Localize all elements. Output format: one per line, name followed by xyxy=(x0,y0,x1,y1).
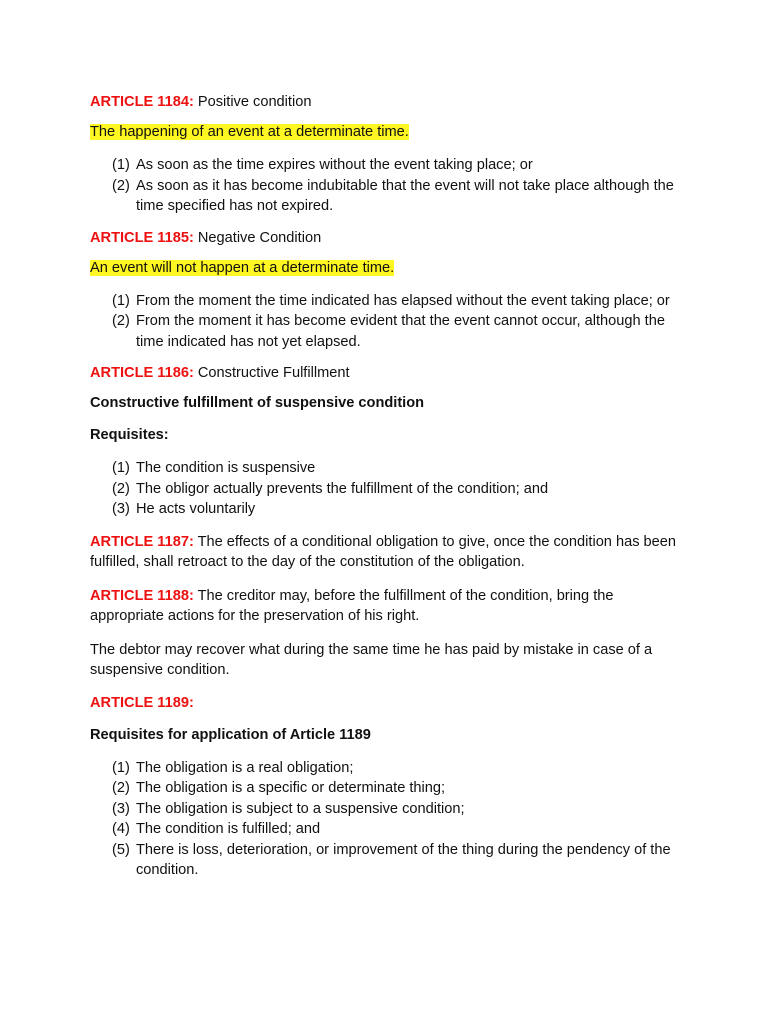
article-1188-text: The creditor may, before the fulfillment of the condition, bring the appropriate actions for the preservation of his right. xyxy=(90,587,614,624)
article-1186-subheading: Constructive fulfillment of suspensive condition xyxy=(90,395,425,411)
list-item-text: The obligor actually prevents the fulfillment of the condition; and xyxy=(136,480,549,497)
list-item-text: He acts voluntarily xyxy=(136,501,256,517)
list-item-text: From the moment the time indicated has elapsed without the event taking place; or xyxy=(136,292,670,309)
list-item xyxy=(112,479,678,500)
article-1189-subheading: Requisites for application of Article 1189 xyxy=(90,726,371,743)
list-item-number: (2) xyxy=(112,780,130,796)
article-1186-label: ARTICLE 1186: xyxy=(90,365,194,381)
article-1186-list xyxy=(112,458,678,520)
article-1189-heading xyxy=(90,694,678,712)
list-item-number: (4) xyxy=(112,821,130,837)
list-item xyxy=(112,458,678,479)
list-item-text: As soon as it has become indubitable that the event will not take place although the time specified has not expired. xyxy=(136,177,674,214)
article-1184-list xyxy=(112,155,678,217)
list-item xyxy=(112,176,678,217)
article-1186-title: Constructive Fulfillment xyxy=(197,365,350,381)
article-1187-text: The effects of a conditional obligation to give, once the condition has been fulfilled, shall retroact to the day of the constitution of the obligation. xyxy=(90,533,677,570)
article-1185-label: ARTICLE 1185: xyxy=(90,229,194,246)
list-item xyxy=(112,291,678,312)
list-item-number: (1) xyxy=(112,460,130,476)
list-item-number: (2) xyxy=(112,480,130,497)
article-1185-list xyxy=(112,291,678,353)
article-1184-label: ARTICLE 1184: xyxy=(90,94,194,110)
list-item-text: The obligation is subject to a suspensive condition; xyxy=(136,800,465,817)
list-item-text: The obligation is a real obligation; xyxy=(136,759,354,776)
list-item xyxy=(112,799,678,820)
article-1184-highlight-text: The happening of an event at a determinate time. xyxy=(90,124,409,140)
list-item-number: (5) xyxy=(112,841,130,858)
list-item xyxy=(112,758,678,779)
article-1186-heading xyxy=(90,364,678,382)
list-item-text: From the moment it has become evident that the event cannot occur, although the time indicated has not yet elapsed. xyxy=(136,313,665,350)
article-1184-highlight xyxy=(90,123,678,141)
list-item xyxy=(112,819,678,840)
article-1187-paragraph xyxy=(90,532,678,573)
list-item-number: (3) xyxy=(112,800,130,817)
article-1185-title: Negative Condition xyxy=(197,229,322,246)
list-item-text: The obligation is a specific or determinate thing; xyxy=(136,780,446,796)
article-1185-highlight xyxy=(90,259,678,277)
list-item-text: As soon as the time expires without the event taking place; or xyxy=(136,157,533,173)
list-item-text: There is loss, deterioration, or improvement of the thing during the pendency of the condition. xyxy=(136,841,671,878)
article-1185-highlight-text: An event will not happen at a determinate time. xyxy=(90,259,395,276)
list-item-number: (1) xyxy=(112,157,130,173)
list-item-text: The condition is suspensive xyxy=(136,460,316,476)
article-1187-label: ARTICLE 1187: xyxy=(90,533,194,550)
article-1184-heading xyxy=(90,93,678,111)
list-item-number: (3) xyxy=(112,501,130,517)
article-1188-paragraph-2: The debtor may recover what during the same time he has paid by mistake in case of a suspensive condition. xyxy=(90,641,653,678)
list-item-number: (1) xyxy=(112,292,130,309)
list-item xyxy=(112,840,678,881)
list-item-text: The condition is fulfilled; and xyxy=(136,821,321,837)
list-item-number: (2) xyxy=(112,313,130,329)
list-item-number: (1) xyxy=(112,759,130,776)
list-item xyxy=(112,155,678,176)
article-1189-list xyxy=(112,758,678,881)
list-item xyxy=(112,499,678,520)
article-1188-paragraph xyxy=(90,586,678,627)
list-item xyxy=(112,311,678,352)
list-item xyxy=(112,778,678,799)
article-1188-label: ARTICLE 1188: xyxy=(90,587,194,604)
article-1184-title: Positive condition xyxy=(197,94,312,110)
article-1185-heading xyxy=(90,229,678,247)
article-1189-label: ARTICLE 1189: xyxy=(90,694,194,711)
list-item-number: (2) xyxy=(112,177,130,194)
article-1186-requisites-label: Requisites: xyxy=(90,427,169,443)
